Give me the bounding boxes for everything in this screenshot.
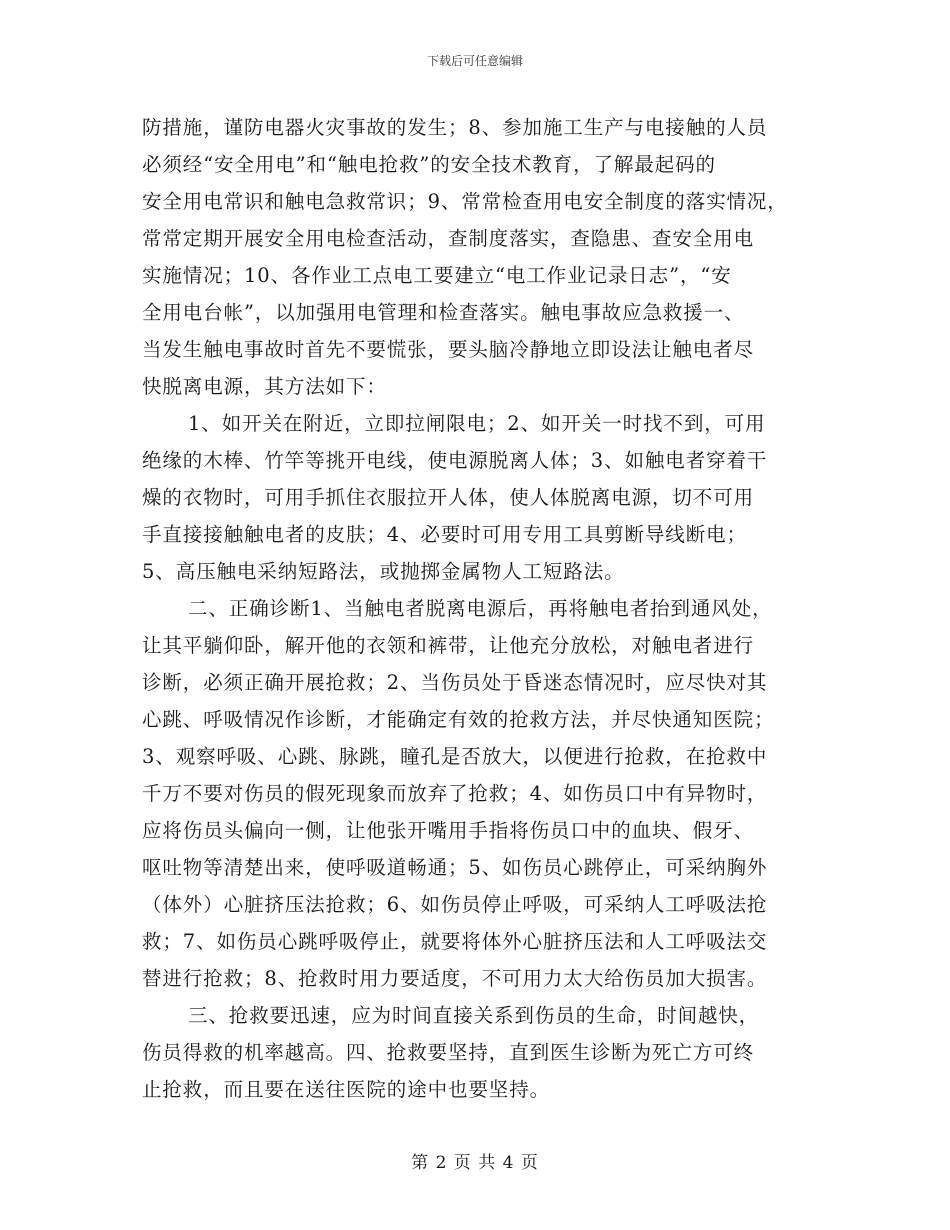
text-line: 防措施，谨防电器火灾事故的发生；8、参加施工生产与电接触的人员 <box>142 116 768 139</box>
text-line: 全用电台帐”，以加强用电管理和检查落实。触电事故应急救援一、 <box>142 301 745 324</box>
text-line: 燥的衣物时，可用手抓住衣服拉开人体，使人体脱离电源，切不可用 <box>142 486 755 509</box>
text-line: 绝缘的木棒、竹竿等挑开电线，使电源脱离人体；3、如触电者穿着干 <box>142 449 768 472</box>
text-line: 实施情况；10、各作业工点电工要建立“电工作业记录日志”，“安 <box>142 264 732 287</box>
text-line: 快脱离电源，其方法如下： <box>142 375 387 398</box>
paragraph-start-line: 1、如开关在附近，立即拉闸限电；2、如开关一时找不到，可用 <box>188 412 766 435</box>
paragraph-start-line: 三、抢救要迅速，应为时间直接关系到伤员的生命，时间越快， <box>188 1004 760 1027</box>
text-line: 手直接接触触电者的皮肤；4、必要时可用专用工具剪断导线断电； <box>142 523 747 546</box>
text-line: 救；7、如伤员心跳呼吸停止，就要将体外心脏挤压法和人工呼吸法交 <box>142 930 768 953</box>
text-line: 诊断，必须正确开展抢救；2、当伤员处于昏迷态情况时，应尽快对其 <box>142 671 768 694</box>
text-line: 止抢救，而且要在送往医院的途中也要坚持。 <box>142 1078 551 1101</box>
text-line: 必须经“安全用电”和“触电抢救”的安全技术教育，了解最起码的 <box>142 153 716 176</box>
paragraph-start-line: 二、正确诊断1、当触电者脱离电源后，再将触电者抬到通风处， <box>188 597 773 620</box>
text-line: 千万不要对伤员的假死现象而放弃了抢救；4、如伤员口中有异物时， <box>142 782 768 805</box>
text-line: 呕吐物等清楚出来，使呼吸道畅通；5、如伤员心跳停止，可采纳胸外 <box>142 856 768 879</box>
page-header: 下载后可任意编辑 <box>426 54 523 68</box>
text-line: 3、观察呼吸、心跳、脉跳，瞳孔是否放大，以便进行抢救，在抢救中 <box>142 745 768 768</box>
text-line: （体外）心脏挤压法抢救；6、如伤员停止呼吸，可采纳人工呼吸法抢 <box>142 893 768 916</box>
text-line: 安全用电常识和触电急救常识；9、常常检查用电安全制度的落实情况， <box>142 190 788 213</box>
text-line: 替进行抢救；8、抢救时用力要适度，不可用力太大给伤员加大损害。 <box>142 967 768 990</box>
text-line: 当发生触电事故时首先不要慌张，要头脑冷静地立即设法让触电者尽 <box>142 338 755 361</box>
page-footer: 第 2 页 共 4 页 <box>411 1153 539 1173</box>
text-line: 让其平躺仰卧，解开他的衣领和裤带，让他充分放松，对触电者进行 <box>142 634 755 657</box>
text-line: 应将伤员头偏向一侧，让他张开嘴用手指将伤员口中的血块、假牙、 <box>142 819 755 842</box>
text-line: 伤员得救的机率越高。四、抢救要坚持，直到医生诊断为死亡方可终 <box>142 1041 755 1064</box>
text-line: 常常定期开展安全用电检查活动，查制度落实，查隐患、查安全用电 <box>142 227 755 250</box>
text-line: 5、高压触电采纳短路法，或抛掷金属物人工短路法。 <box>142 560 625 583</box>
text-line: 心跳、呼吸情况作诊断，才能确定有效的抢救方法，并尽快通知医院； <box>142 708 775 731</box>
